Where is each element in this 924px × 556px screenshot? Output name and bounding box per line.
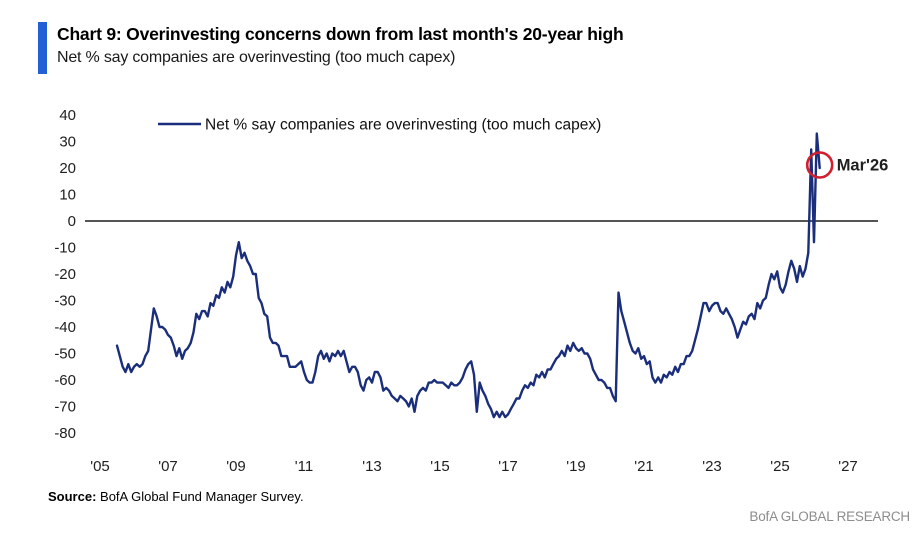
y-tick-label: -60 xyxy=(54,372,76,390)
x-tick-label: '07 xyxy=(158,458,178,475)
x-tick-label: '09 xyxy=(226,458,246,475)
legend-label: Net % say companies are overinvesting (too much capex) xyxy=(205,116,602,134)
x-tick-label: '25 xyxy=(770,458,790,475)
y-tick-label: 0 xyxy=(67,213,76,231)
y-tick-label: -70 xyxy=(54,398,76,416)
chart-title: Chart 9: Overinvesting concerns down from last month's 20-year high xyxy=(57,24,624,44)
x-axis-labels xyxy=(90,458,858,475)
chart-subtitle: Net % say companies are overinvesting (too much capex) xyxy=(57,49,456,66)
y-tick-label: -50 xyxy=(54,345,76,363)
x-tick-label: '17 xyxy=(498,458,518,475)
y-tick-label: -20 xyxy=(54,266,76,284)
y-tick-label: -40 xyxy=(54,319,76,337)
x-tick-label: '23 xyxy=(702,458,722,475)
branding: BofA GLOBAL RESEARCH xyxy=(749,509,910,524)
source-line xyxy=(48,489,304,504)
x-tick-label: '13 xyxy=(362,458,382,475)
y-axis-labels xyxy=(54,107,76,442)
x-tick-label: '05 xyxy=(90,458,110,475)
x-tick-label: '19 xyxy=(566,458,586,475)
y-tick-label: -30 xyxy=(54,292,76,310)
annotation-label: Mar'26 xyxy=(836,156,889,175)
y-tick-label: 20 xyxy=(59,160,76,178)
x-tick-label: '15 xyxy=(430,458,450,475)
y-tick-label: -10 xyxy=(54,239,76,257)
source-label: Source: xyxy=(48,489,97,504)
series-line xyxy=(117,134,820,418)
y-tick-label: -80 xyxy=(54,425,76,443)
y-tick-label: 10 xyxy=(59,186,76,204)
source-text: BofA Global Fund Manager Survey. xyxy=(96,489,304,504)
x-tick-label: '21 xyxy=(634,458,654,475)
legend xyxy=(158,117,601,134)
x-tick-label: '27 xyxy=(838,458,858,475)
x-tick-label: '11 xyxy=(294,458,314,475)
y-tick-label: 30 xyxy=(59,133,76,151)
y-tick-label: 40 xyxy=(59,107,76,125)
